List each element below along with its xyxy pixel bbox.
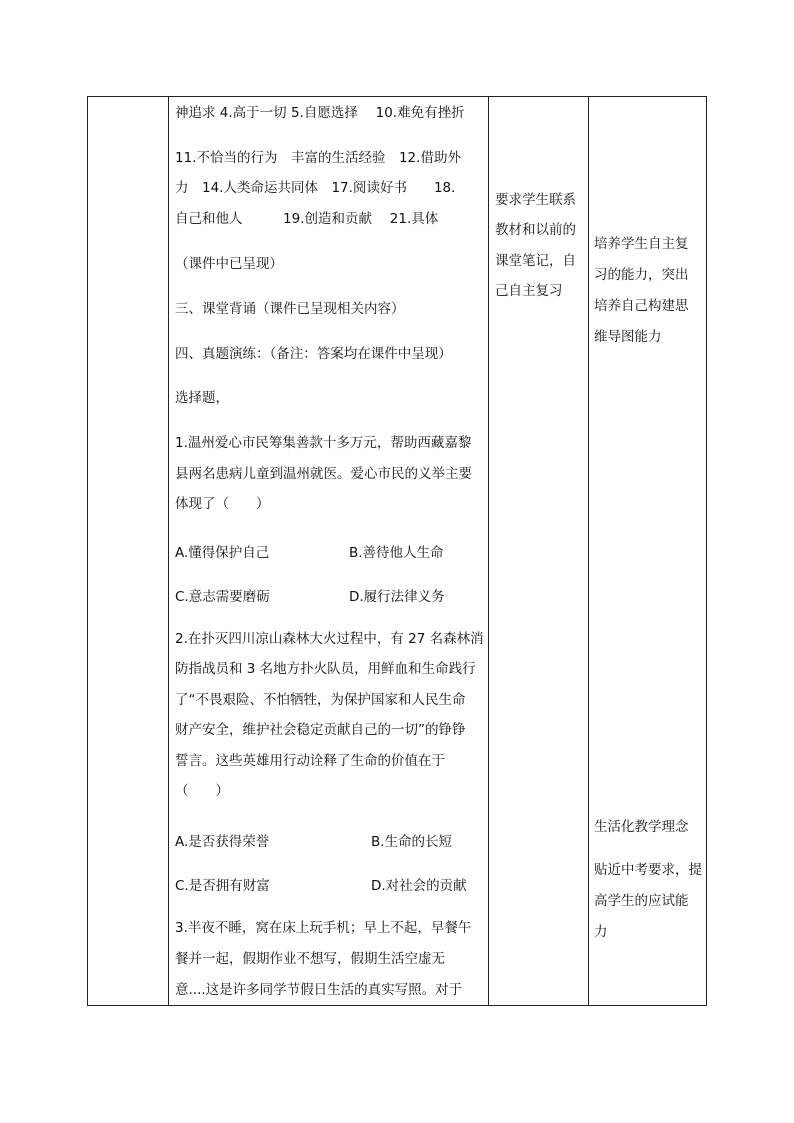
content-line: 自己和他人 19.创造和贡献 21.具体: [175, 211, 439, 227]
section-heading: 三、课堂背诵（课件已呈现相关内容）: [175, 301, 405, 317]
question-2-line: 2.在扑灭四川凉山森林大火过程中，有 27 名森林消: [175, 631, 484, 647]
content-line: 神追求 4.高于一切 5.自愿选择 10.难免有挫折: [175, 105, 465, 121]
lesson-plan-table: [87, 96, 707, 1006]
question-1-line: 体现了（ ）: [175, 496, 270, 512]
intent-line: 生活化教学理念: [594, 819, 689, 835]
question-2-option-a: A.是否获得荣誉: [175, 834, 270, 850]
question-3-line: 意....这是许多同学节假日生活的真实写照。对于: [175, 982, 463, 998]
question-3-line: 3.半夜不睡，窝在床上玩手机；早上不起，早餐午: [175, 920, 472, 936]
content-line: 11.不恰当的行为 丰富的生活经验 12.借助外: [175, 150, 461, 166]
question-1-option-c: C.意志需要磨砺: [175, 589, 270, 605]
question-1-line: 县两名患病儿童到温州就医。爱心市民的义举主要: [175, 466, 472, 482]
question-1-option-a: A.懂得保护自己: [175, 545, 270, 561]
column-divider: [168, 97, 169, 1005]
column-divider: [488, 97, 489, 1005]
intent-line: 培养自己构建思: [594, 298, 689, 314]
content-line: 选择题，: [175, 390, 229, 406]
question-1-line: 1.温州爱心市民筹集善款十多万元，帮助西藏嘉黎: [175, 435, 472, 451]
intent-line: 贴近中考要求，提: [594, 862, 702, 878]
section-heading: 四、真题演练：（备注：答案均在课件中呈现）: [175, 346, 452, 362]
activity-line: 己自主复习: [495, 283, 563, 299]
question-2-line: 了“不畏艰险、不怕牺牲，为保护国家和人民生命: [175, 692, 466, 708]
question-2-line: 财产安全，维护社会稳定贡献自己的一切”的铮铮: [175, 722, 466, 738]
column-divider: [588, 97, 589, 1005]
content-line: （课件中已呈现）: [175, 256, 283, 272]
content-line: 力 14.人类命运共同体 17.阅读好书 18.: [175, 180, 456, 196]
left-empty-cell: [88, 97, 168, 1005]
intent-line: 力: [594, 924, 608, 940]
question-2-line: 防指战员和 3 名地方扑火队员，用鲜血和生命践行: [175, 661, 476, 677]
question-2-line: （ ）: [175, 783, 229, 799]
question-2-option-b: B.生命的长短: [371, 834, 453, 850]
intent-line: 高学生的应试能: [594, 893, 689, 909]
activity-line: 要求学生联系: [495, 192, 576, 208]
question-2-option-c: C.是否拥有财富: [175, 878, 270, 894]
intent-line: 习的能力，突出: [594, 267, 689, 283]
question-1-option-d: D.履行法律义务: [349, 589, 445, 605]
question-2-line: 誓言。这些英雄用行动诠释了生命的价值在于: [175, 753, 445, 769]
question-3-line: 餐并一起，假期作业不想写，假期生活空虚无: [175, 951, 445, 967]
question-2-option-d: D.对社会的贡献: [371, 878, 467, 894]
intent-line: 培养学生自主复: [594, 236, 689, 252]
activity-line: 教材和以前的: [495, 222, 576, 238]
intent-line: 维导图能力: [594, 329, 662, 345]
activity-line: 课堂笔记，自: [495, 253, 576, 269]
question-1-option-b: B.善待他人生命: [349, 545, 444, 561]
